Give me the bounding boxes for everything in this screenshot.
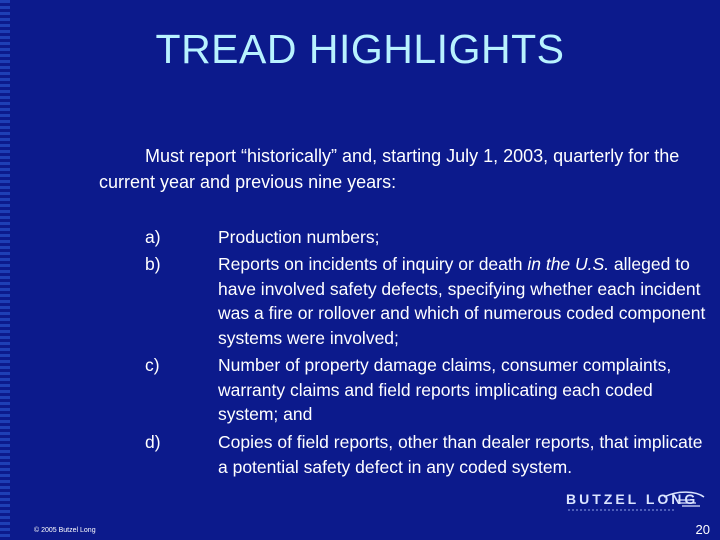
list-item-label: d) xyxy=(145,432,161,452)
list-item-text: Number of property damage claims, consumer complaints, warranty claims and field reports implicating each coded system; and xyxy=(218,355,672,424)
left-stripe-decoration xyxy=(0,0,10,540)
intro-paragraph: Must report “historically” and, starting July 1, 2003, quarterly for the current year and previous nine years: xyxy=(99,146,680,192)
copyright-text: © 2005 Butzel Long xyxy=(34,527,96,534)
slide-title: TREAD HIGHLIGHTS xyxy=(155,26,565,72)
list-item-text: Production numbers; xyxy=(218,227,380,247)
logo-wordmark: BUTZEL LONG xyxy=(566,491,699,507)
emphasis-text: in the U.S. xyxy=(527,254,610,274)
list-item-text: Copies of field reports, other than dealer reports, that implicate a potential safety defect in any coded system. xyxy=(218,432,703,477)
list-item-label: b) xyxy=(145,254,161,274)
butzel-long-logo xyxy=(566,491,706,515)
page-number: 20 xyxy=(695,522,710,537)
list-item-text: Reports on incidents of inquiry or death in the U.S. alleged to have involved safety defects, specifying whether each incident was a fire or rollover and which of numerous coded component systems were involved; xyxy=(218,254,706,348)
list-item-label: c) xyxy=(145,355,160,375)
list-item-label: a) xyxy=(145,227,161,247)
